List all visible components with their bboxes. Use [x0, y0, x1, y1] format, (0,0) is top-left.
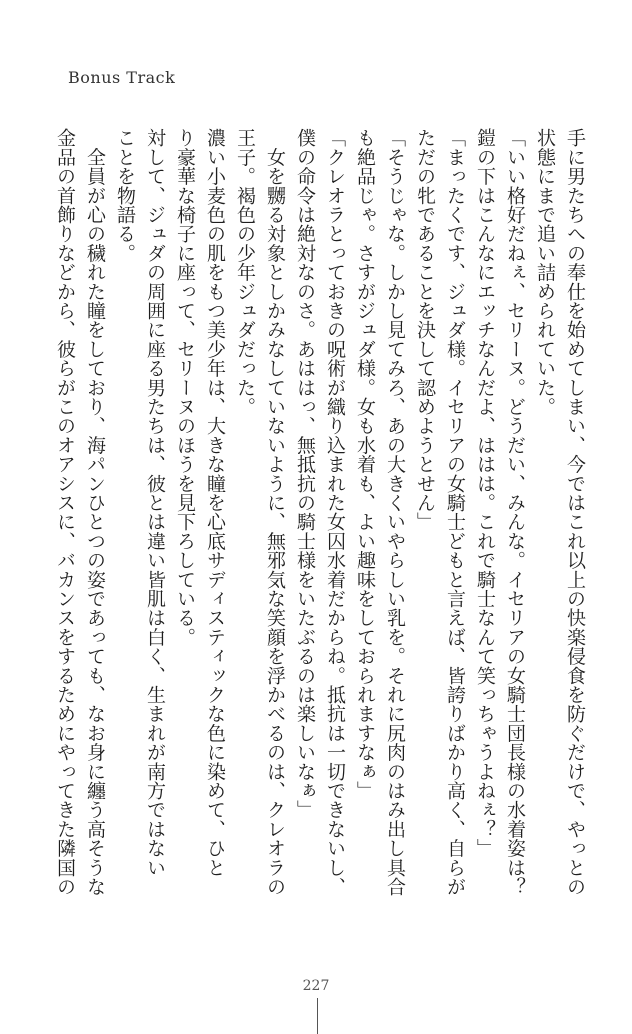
text-line: 対して、ジュダの周囲に座る男たちは、彼とは違い皆肌は白く、生まれが南方ではない — [144, 128, 166, 877]
text-line: 「クレオラとっておきの呪術が織り込まれた女囚水着だからね。抵抗は一切できないし、 — [324, 128, 346, 896]
folio-rule — [317, 998, 318, 1034]
body-text — [50, 128, 590, 963]
text-line: 「そうじゃな。しかし見てみろ、あの大きくいやらしい乳を。それに尻肉のはみ出し具合 — [384, 128, 406, 896]
text-line: 濃い小麦色の肌をもつ美少年は、大きな瞳を心底サディスティックな色に染めて、ひと — [204, 128, 226, 877]
text-line: 王子。褐色の少年ジュダだった。 — [234, 128, 256, 416]
page-number: 227 — [302, 978, 330, 994]
text-line: 僕の命令は絶対なのさ。あははっ、無抵抗の騎士様をいたぶるのは楽しいなぁ」 — [294, 128, 316, 820]
running-header: Bonus Track — [68, 68, 176, 87]
text-line: 金品の首飾りなどから、彼らがこのオアシスに、バカンスをするためにやってきた隣国の — [54, 128, 76, 896]
text-line: 女を嬲る対象としかみなしていないように、無邪気な笑顔を浮かべるのは、クレオラの — [264, 128, 286, 896]
text-line: 「いい格好だねぇ、セリーヌ。どうだい、みんな。イセリアの女騎士団長様の水着姿は？ — [504, 128, 526, 896]
text-line: も絶品じゃ。さすがジュダ様。女も水着も、よい趣味をしておられますなぁ」 — [354, 128, 376, 800]
text-line: 手に男たちへの奉仕を始めてしまい、今ではこれ以上の快楽侵食を防ぐだけで、やっとの — [564, 128, 586, 896]
text-line: 状態にまで追い詰められていた。 — [534, 128, 556, 416]
text-line: ただの牝であることを決して認めようとせん」 — [414, 128, 436, 532]
text-line: 鎧の下はこんなにエッチなんだよ、ははは。これで騎士なんて笑っちゃうよねぇ？」 — [474, 128, 496, 858]
text-line: ことを物語る。 — [114, 128, 136, 263]
text-line: 「まったくです、ジュダ様。イセリアの女騎士どもと言えば、皆誇りばかり高く、自らが — [444, 128, 466, 896]
text-line: り豪華な椅子に座って、セリーヌのほうを見下ろしている。 — [174, 128, 196, 647]
text-line: 全員が心の穢れた瞳をしており、海パンひとつの姿であっても、なお身に纏う高そうな — [84, 128, 106, 896]
